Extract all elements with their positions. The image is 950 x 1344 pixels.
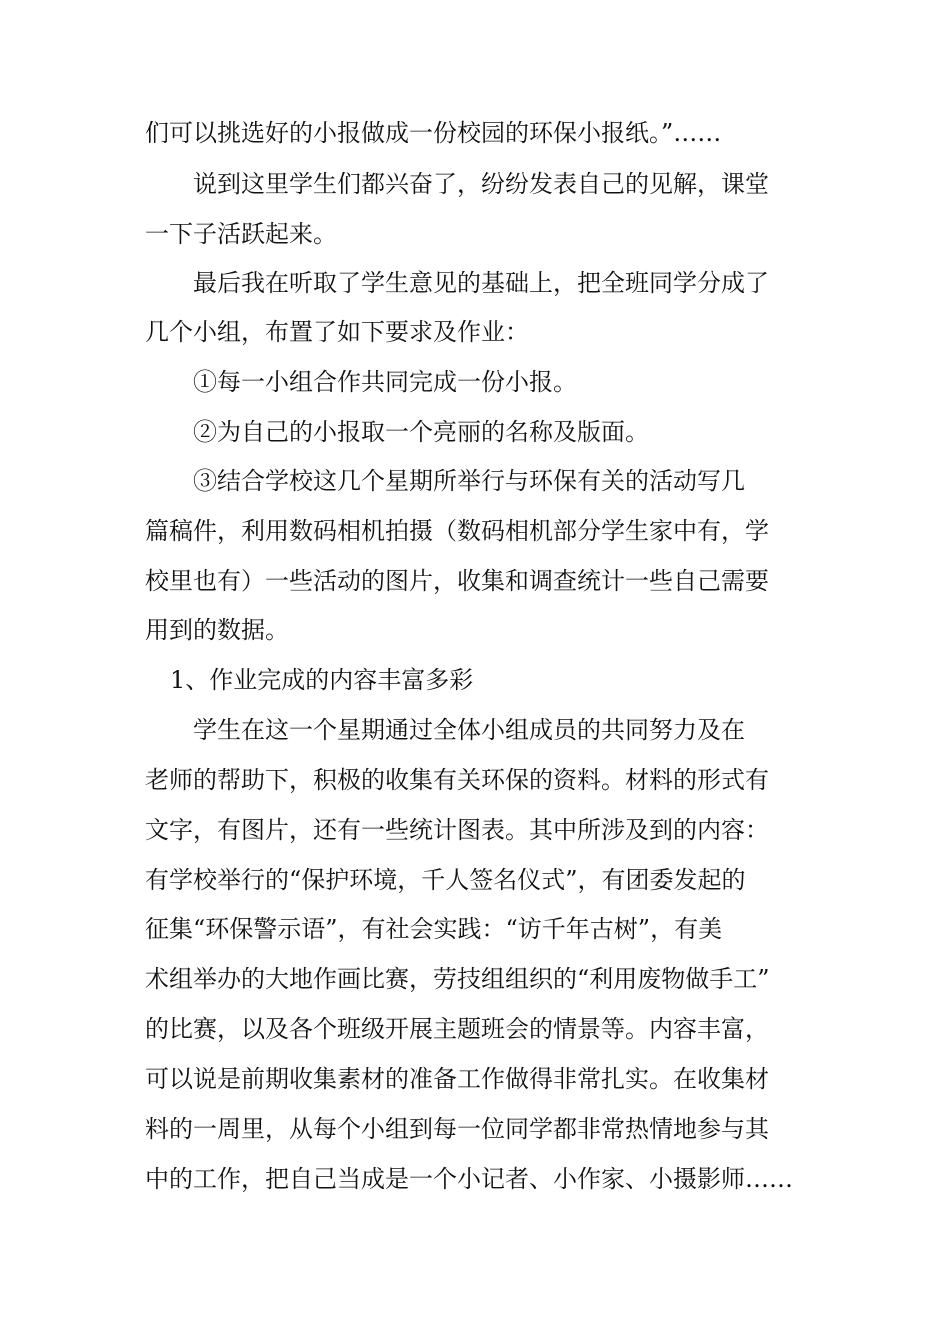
- text-line: 校里也有）一些活动的图片，收集和调查统计一些自己需要: [145, 567, 769, 595]
- text-line: 一下子活跃起来。: [145, 220, 337, 248]
- list-item: ①每一小组合作共同完成一份小报。: [193, 368, 577, 396]
- text-line: 的比赛，以及各个班级开展主题班会的情景等。内容丰富，: [145, 1015, 769, 1043]
- text-line: 术组举办的大地作画比赛，劳技组组织的“利用废物做手工”: [145, 965, 770, 993]
- text-line: 篇稿件，利用数码相机拍摄（数码相机部分学生家中有，学: [145, 517, 769, 545]
- text-line: 有学校举行的“保护环境，千人签名仪式”，有团委发起的: [145, 866, 746, 894]
- text-line: 老师的帮助下，积极的收集有关环保的资料。材料的形式有: [145, 766, 769, 794]
- text-line: 征集“环保警示语”，有社会实践：“访千年古树”，有美: [145, 915, 723, 943]
- section-heading: 1、作业完成的内容丰富多彩: [170, 666, 474, 694]
- text-line: 们可以挑选好的小报做成一份校园的环保小报纸。”……: [145, 119, 722, 147]
- paragraph-start: 学生在这一个星期通过全体小组成员的共同努力及在: [193, 716, 745, 744]
- paragraph-start: 最后我在听取了学生意见的基础上，把全班同学分成了: [193, 269, 769, 297]
- list-item: ③结合学校这几个星期所举行与环保有关的活动写几: [193, 467, 745, 495]
- text-line: 中的工作，把自己当成是一个小记者、小作家、小摄影师……: [145, 1165, 793, 1193]
- text-line: 几个小组，布置了如下要求及作业：: [145, 318, 529, 346]
- list-item: ②为自己的小报取一个亮丽的名称及版面。: [193, 418, 649, 446]
- text-line: 用到的数据。: [145, 616, 289, 644]
- text-line: 文字，有图片，还有一些统计图表。其中所涉及到的内容：: [145, 816, 769, 844]
- paragraph-start: 说到这里学生们都兴奋了，纷纷发表自己的见解，课堂: [193, 170, 769, 198]
- text-line: 可以说是前期收集素材的准备工作做得非常扎实。在收集材: [145, 1065, 769, 1093]
- text-line: 料的一周里，从每个小组到每一位同学都非常热情地参与其: [145, 1115, 769, 1143]
